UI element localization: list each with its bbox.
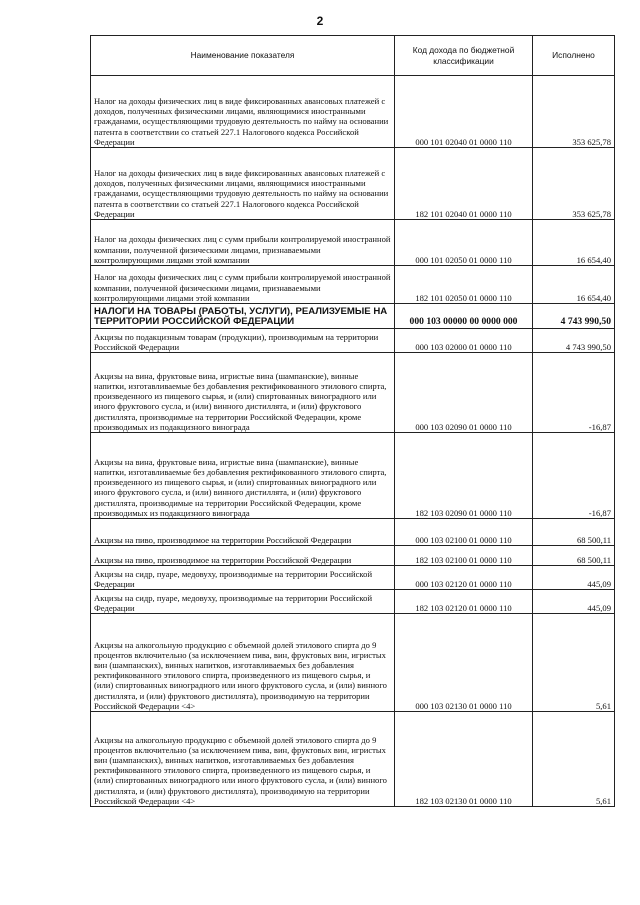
- row-amount-cell: -16,87: [533, 433, 615, 519]
- row-code-cell: 000 103 02000 01 0000 110: [395, 329, 533, 353]
- row-amount-cell: 5,61: [533, 712, 615, 807]
- table-row: [91, 614, 615, 712]
- row-code-cell: 182 103 02100 01 0000 110: [395, 546, 533, 566]
- row-name-cell: Акцизы на алкогольную продукцию с объемной долей этилового спирта до 9 процентов включительно (за исключением пива, вин, фруктовых вин, игристых вин (шампанских), винных напитков, изготавливаемых без добавления ректификованного этилового спирта, произведенного из пищевого сырья, и (или) спиртованных виноградного или иного фруктового сусла, и (или) винного дистиллята, и (или) фруктового дистиллята), производимую на территории Российской Федерации <4>: [91, 614, 395, 712]
- table-row: [91, 590, 615, 614]
- table-row: [91, 76, 615, 148]
- row-name-cell: Акцизы на пиво, производимое на территории Российской Федерации: [91, 546, 395, 566]
- table-row: [91, 148, 615, 220]
- row-name-cell: Акцизы на сидр, пуаре, медовуху, производимые на территории Российской Федерации: [91, 566, 395, 590]
- row-name-cell: Налог на доходы физических лиц с сумм прибыли контролируемой иностранной компании, полученной физическими лицами, признаваемыми контролирующими лицами этой компании: [91, 220, 395, 266]
- table-header-row: [91, 36, 615, 76]
- row-amount-cell: 5,61: [533, 614, 615, 712]
- row-amount-cell: -16,87: [533, 353, 615, 433]
- row-code-cell: 182 101 02040 01 0000 110: [395, 148, 533, 220]
- row-code-cell: 000 101 02050 01 0000 110: [395, 220, 533, 266]
- table-row: [91, 329, 615, 353]
- column-header-amount: Исполнено: [533, 36, 615, 76]
- row-name-cell: Налог на доходы физических лиц в виде фиксированных авансовых платежей с доходов, полученных физическими лицами, являющимися иностранными гражданами, осуществляющими трудовую деятельность по найму на основании патента в соответствии со статьей 227.1 Налогового кодекса Российской Федерации: [91, 76, 395, 148]
- column-header-code: Код дохода по бюджетной классификации: [395, 36, 533, 76]
- row-code-cell: 182 103 02090 01 0000 110: [395, 433, 533, 519]
- row-code-cell: 000 103 00000 00 0000 000: [395, 304, 533, 329]
- table-row: [91, 353, 615, 433]
- row-name-cell: Акцизы на алкогольную продукцию с объемной долей этилового спирта до 9 процентов включительно (за исключением пива, вин, фруктовых вин, игристых вин (шампанских), винных напитков, изготавливаемых без добавления ректификованного этилового спирта, произведенного из пищевого сырья, и (или) спиртованных виноградного или иного фруктового сусла, и (или) винного дистиллята, и (или) фруктового дистиллята), производимую на территории Российской Федерации <4>: [91, 712, 395, 807]
- row-code-cell: 000 103 02090 01 0000 110: [395, 353, 533, 433]
- row-amount-cell: 68 500,11: [533, 546, 615, 566]
- row-name-cell: Акцизы по подакцизным товарам (продукции), производимым на территории Российской Федерации: [91, 329, 395, 353]
- row-code-cell: 000 103 02130 01 0000 110: [395, 614, 533, 712]
- row-amount-cell: 16 654,40: [533, 220, 615, 266]
- row-name-cell: Акцизы на пиво, производимое на территории Российской Федерации: [91, 519, 395, 546]
- row-code-cell: 182 101 02050 01 0000 110: [395, 266, 533, 304]
- table-row: [91, 266, 615, 304]
- row-amount-cell: 353 625,78: [533, 148, 615, 220]
- table-row: [91, 546, 615, 566]
- row-code-cell: 000 101 02040 01 0000 110: [395, 76, 533, 148]
- row-name-cell: Акцизы на вина, фруктовые вина, игристые вина (шампанские), винные напитки, изготавливаемые без добавления ректификованного этилового спирта, произведенного из пищевого сырья, и (или) спиртованных виноградного или иного фруктового сусла, и (или) винного дистиллята, и (или) фруктового дистиллята, производимые на территории Российской Федерации, кроме производимых из подакцизного винограда: [91, 433, 395, 519]
- row-amount-cell: 353 625,78: [533, 76, 615, 148]
- row-amount-cell: 68 500,11: [533, 519, 615, 546]
- row-amount-cell: 16 654,40: [533, 266, 615, 304]
- table-row: [91, 304, 615, 329]
- row-code-cell: 182 103 02120 01 0000 110: [395, 590, 533, 614]
- row-name-cell: Налог на доходы физических лиц в виде фиксированных авансовых платежей с доходов, полученных физическими лицами, являющимися иностранными гражданами, осуществляющими трудовую деятельность по найму на основании патента в соответствии со статьей 227.1 Налогового кодекса Российской Федерации: [91, 148, 395, 220]
- table-row: [91, 712, 615, 807]
- row-name-cell: Налог на доходы физических лиц с сумм прибыли контролируемой иностранной компании, полученной физическими лицами, признаваемыми контролирующими лицами этой компании: [91, 266, 395, 304]
- table-row: [91, 566, 615, 590]
- row-name-cell: Акцизы на вина, фруктовые вина, игристые вина (шампанские), винные напитки, изготавливаемые без добавления ректификованного этилового спирта, произведенного из пищевого сырья, и (или) спиртованных виноградного или иного фруктового сусла, и (или) винного дистиллята, и (или) фруктового дистиллята, производимые на территории Российской Федерации, кроме производимых из подакцизного винограда: [91, 353, 395, 433]
- row-amount-cell: 4 743 990,50: [533, 304, 615, 329]
- row-amount-cell: 445,09: [533, 566, 615, 590]
- row-amount-cell: 4 743 990,50: [533, 329, 615, 353]
- table-row: [91, 220, 615, 266]
- row-code-cell: 182 103 02130 01 0000 110: [395, 712, 533, 807]
- row-name-cell: НАЛОГИ НА ТОВАРЫ (РАБОТЫ, УСЛУГИ), РЕАЛИЗУЕМЫЕ НА ТЕРРИТОРИИ РОССИЙСКОЙ ФЕДЕРАЦИИ: [91, 304, 395, 329]
- table-row: [91, 433, 615, 519]
- page-number: 2: [316, 14, 324, 28]
- row-amount-cell: 445,09: [533, 590, 615, 614]
- column-header-name: Наименование показателя: [91, 36, 395, 76]
- row-code-cell: 000 103 02120 01 0000 110: [395, 566, 533, 590]
- table-row: [91, 519, 615, 546]
- row-code-cell: 000 103 02100 01 0000 110: [395, 519, 533, 546]
- table-body: [91, 76, 615, 807]
- budget-revenue-table: [90, 35, 615, 807]
- row-name-cell: Акцизы на сидр, пуаре, медовуху, производимые на территории Российской Федерации: [91, 590, 395, 614]
